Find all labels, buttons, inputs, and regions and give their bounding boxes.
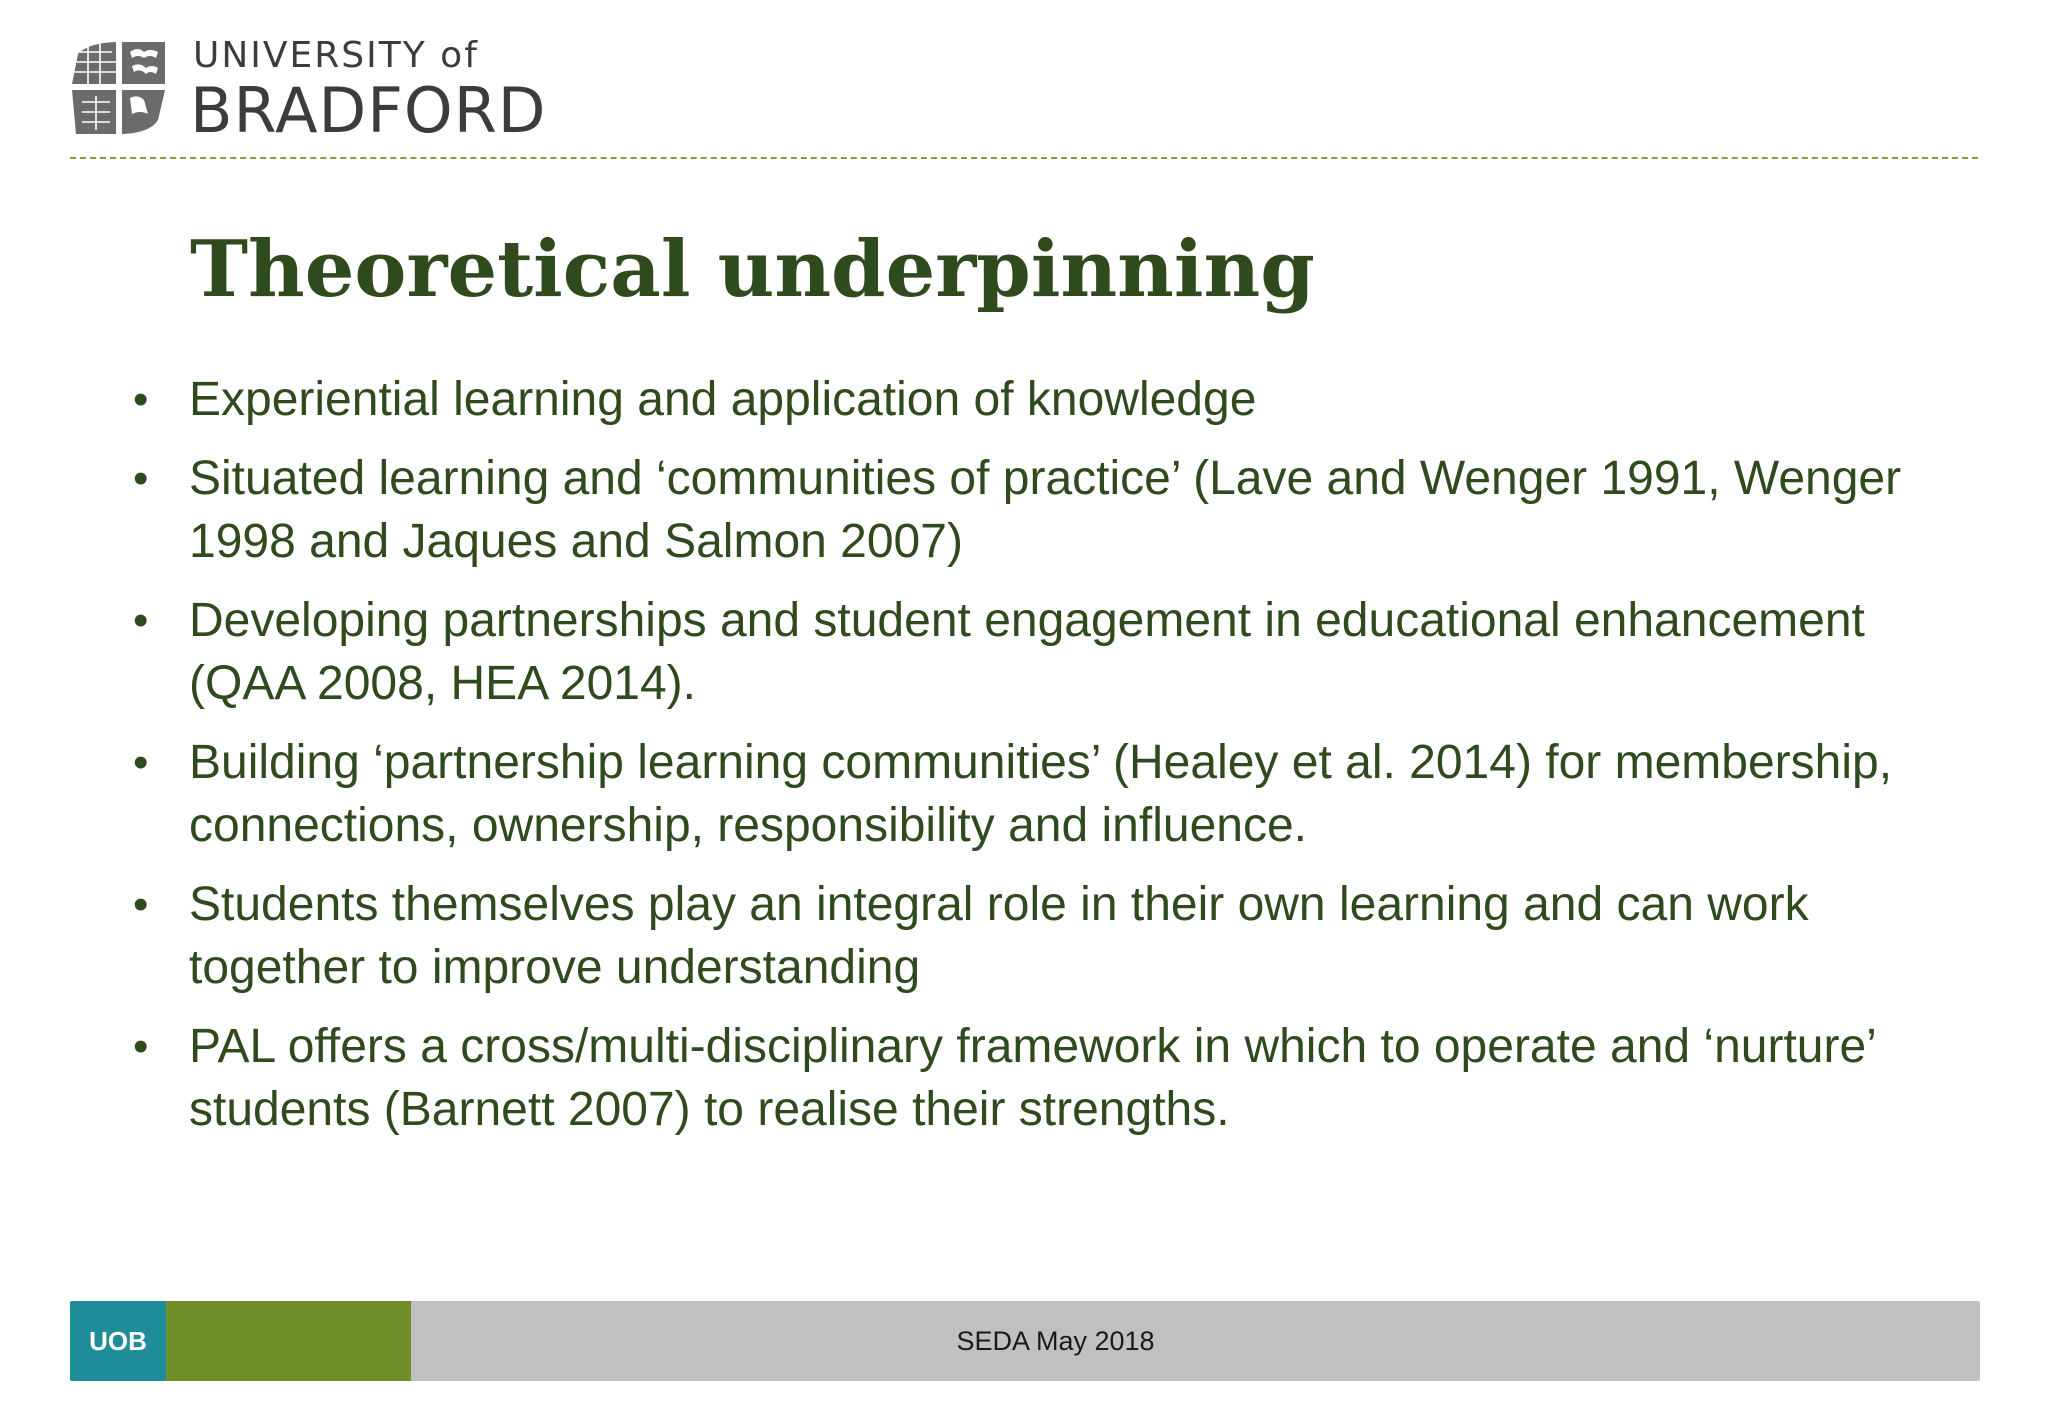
bullet-text: PAL offers a cross/multi-disciplinary framework in which to operate and ‘nurture’ students (Barnett 2007) to realise their strengths.	[189, 1020, 1876, 1136]
bullet-item	[130, 873, 1930, 999]
bullet-item	[130, 368, 1930, 431]
bullet-dot-icon: •	[133, 375, 149, 424]
bullet-dot-icon: •	[133, 454, 149, 503]
footer-accent-block	[166, 1301, 411, 1381]
slide-footer	[70, 1301, 1980, 1381]
footer-text: SEDA May 2018	[956, 1326, 1155, 1356]
footer-badge: UOB	[70, 1301, 166, 1381]
bradford-wordmark: BRADFORD	[190, 74, 547, 147]
bullet-text: Building ‘partnership learning communities’ (Healey et al. 2014) for membership, connections, ownership, responsibility and influence.	[189, 736, 1893, 852]
slide-title: Theoretical underpinning	[190, 224, 1315, 315]
bullet-dot-icon: •	[133, 1022, 149, 1071]
header-divider	[70, 157, 1978, 159]
bullet-dot-icon: •	[133, 596, 149, 645]
bullet-text: Experiential learning and application of knowledge	[189, 373, 1257, 426]
bullet-text: Students themselves play an integral role in their own learning and can work together to improve understanding	[189, 878, 1809, 994]
bullet-item	[130, 589, 1930, 715]
university-of-label: UNIVERSITY of	[193, 35, 479, 76]
bullet-item	[130, 731, 1930, 857]
bullet-list	[130, 368, 1930, 1157]
bullet-text: Developing partnerships and student engagement in educational enhancement (QAA 2008, HEA 2014).	[189, 594, 1865, 710]
bullet-item	[130, 447, 1930, 573]
bullet-dot-icon: •	[133, 738, 149, 787]
university-crest-logo	[72, 40, 167, 136]
bullet-text: Situated learning and ‘communities of practice’ (Lave and Wenger 1991, Wenger 1998 and Jaques and Salmon 2007)	[189, 452, 1902, 568]
bullet-dot-icon: •	[133, 880, 149, 929]
bullet-item	[130, 1015, 1930, 1141]
